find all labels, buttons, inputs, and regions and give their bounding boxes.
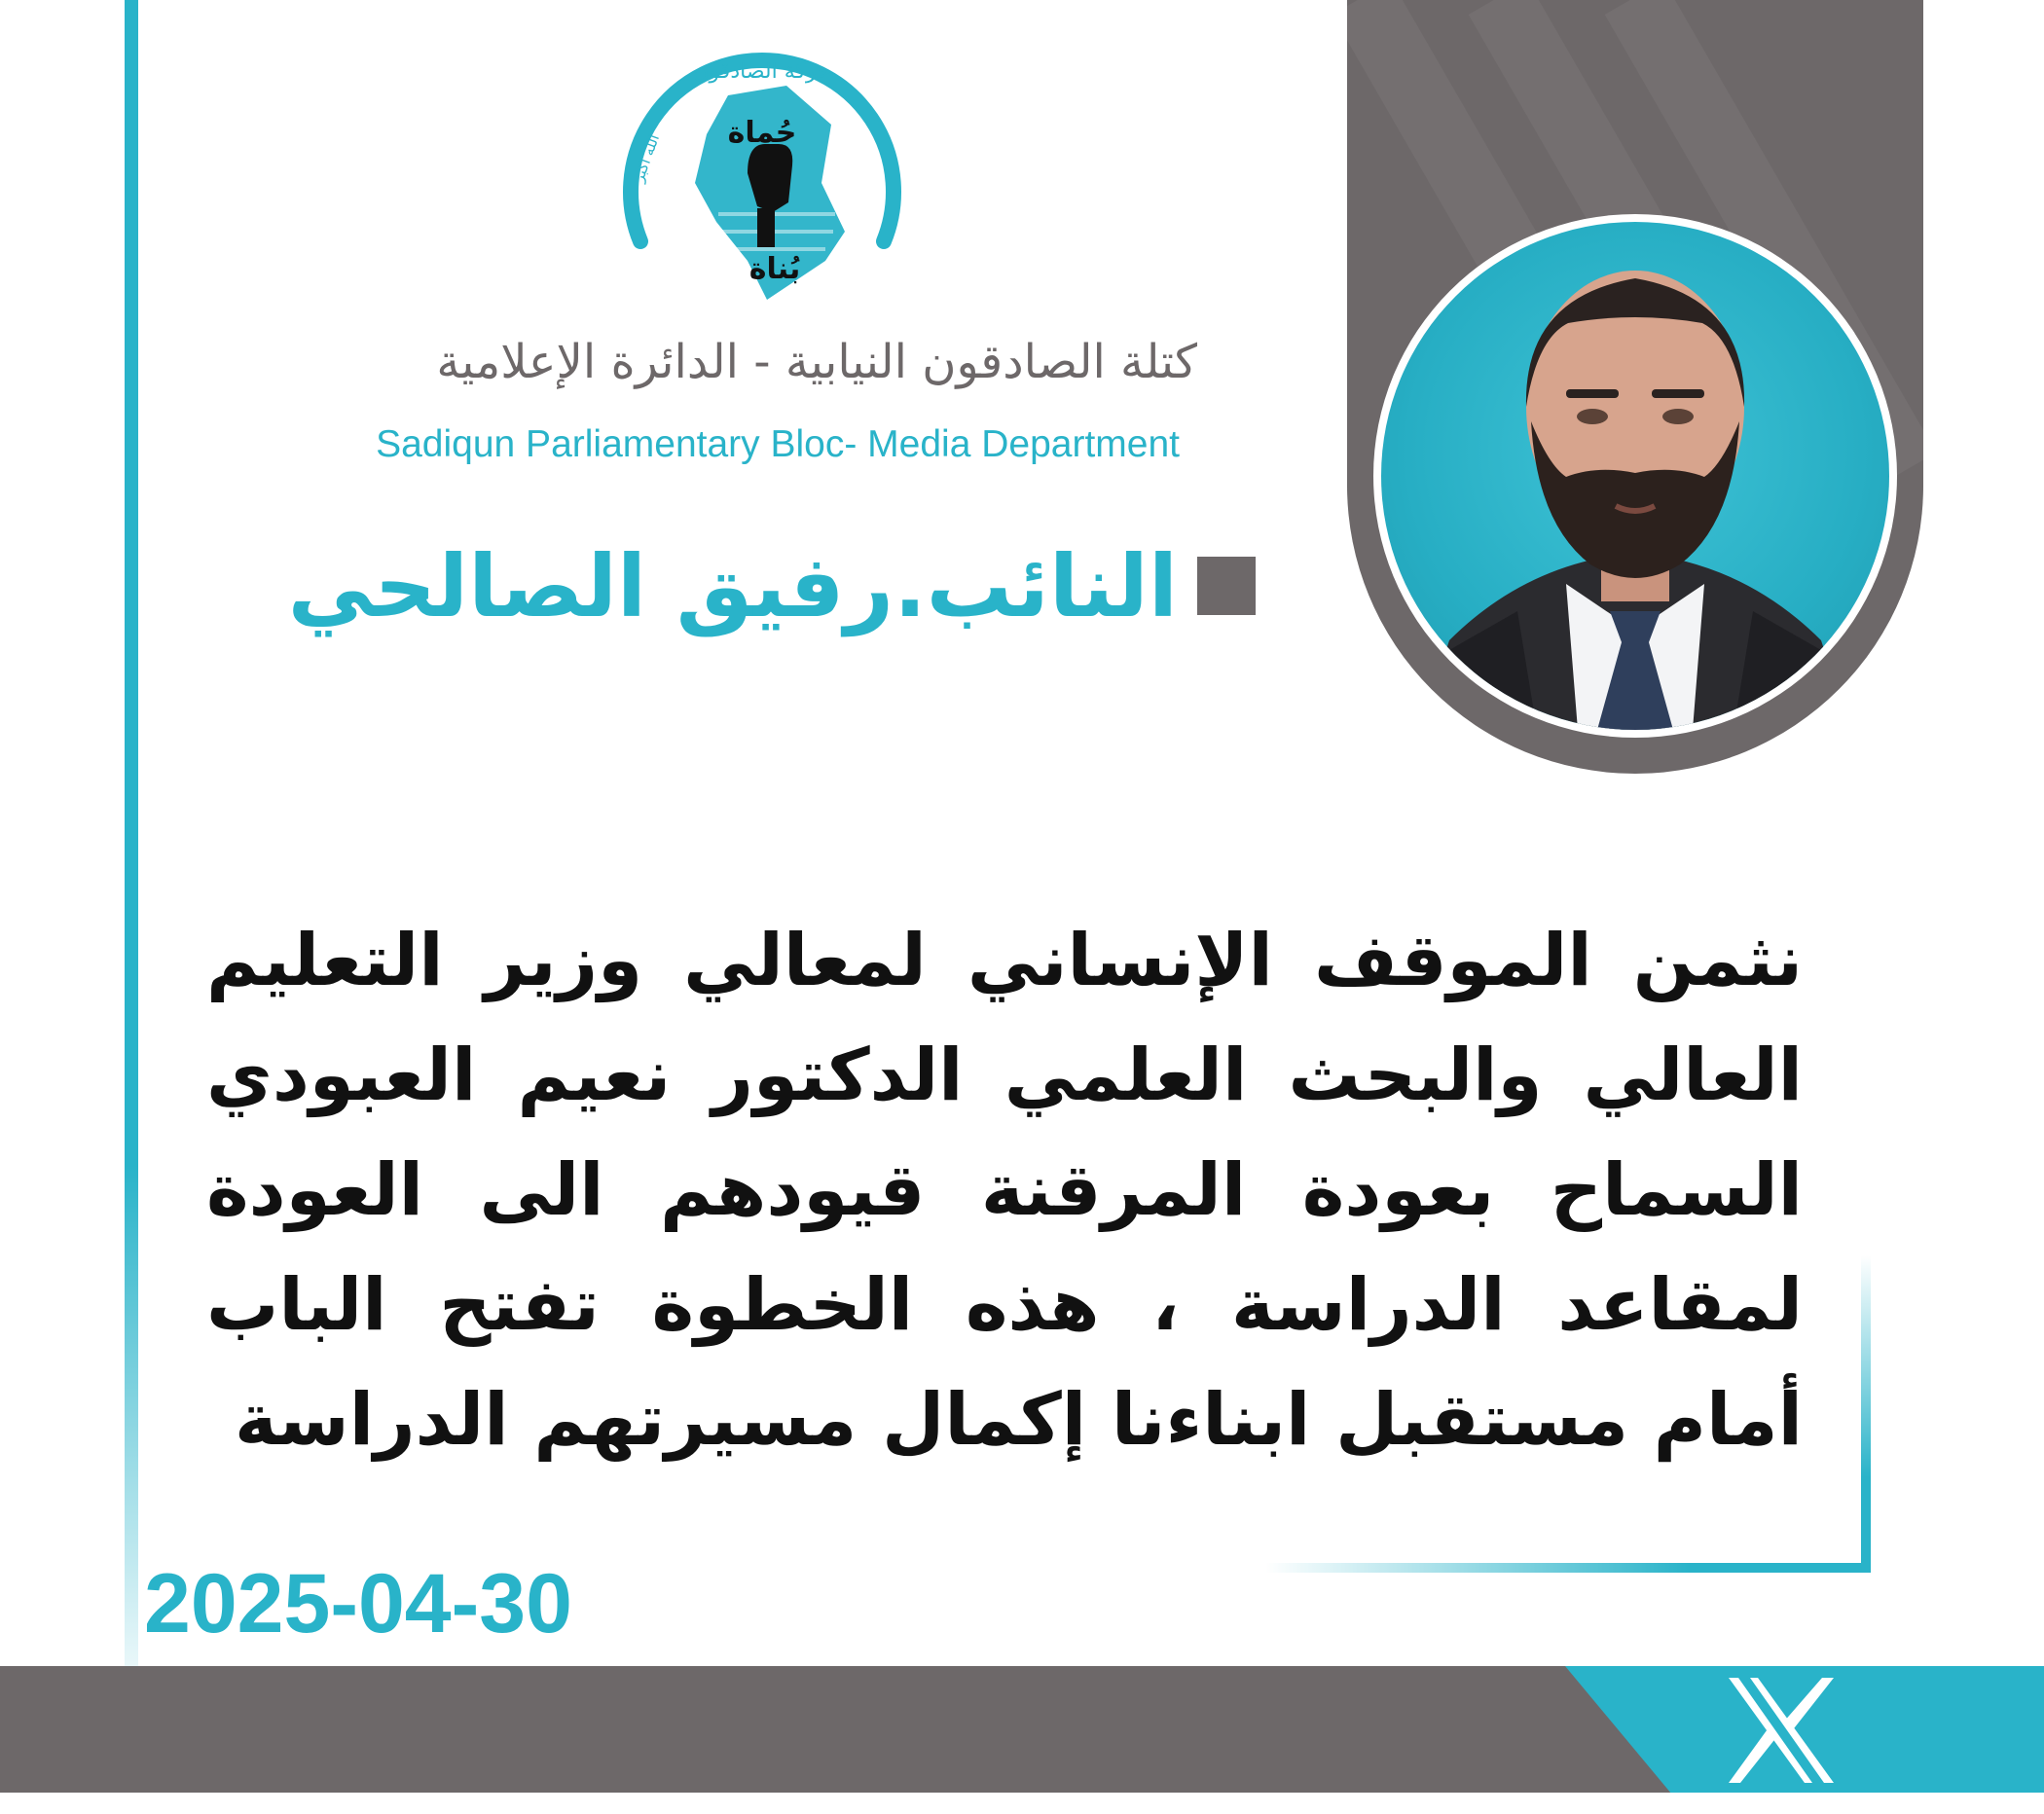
quote-frame-bottom (1265, 1563, 1871, 1573)
speaker-name: النائب.رفيق الصالحي (287, 536, 1178, 636)
sadiqun-logo (602, 18, 923, 309)
name-bullet (1197, 557, 1256, 615)
logo-bottom-word: بُناة (748, 252, 801, 286)
header-english-title: Sadiqun Parliamentary Bloc- Media Department (376, 423, 1180, 465)
header-arabic-title: كتلة الصادقون النيابية - الدائرة الإعلامية (436, 335, 1197, 389)
statement-text: نثمن الموقف الإنساني لمعالي وزير التعليم العالي والبحث العلمي الدكتور نعيم العبودي السماح بعودة المرقنة قيودهم الى العودة لمقاعد الدراسة ، هذه الخطوة تفتح الباب أمام مستقبل ابناءنا إكمال مسيرتهم الدراسة (206, 919, 1803, 1462)
statement-date: 2025-04-30 (144, 1557, 572, 1651)
logo-side-text: الله اكبر (629, 131, 664, 185)
logo-ring-text: حركة الصادقون (693, 59, 831, 84)
logo-top-word: حُماة (727, 116, 797, 150)
speaker-portrait (1381, 222, 1889, 730)
x-logo-icon[interactable] (1723, 1672, 1840, 1789)
left-accent-bar (125, 0, 138, 1666)
quote-frame-right (1861, 1255, 1871, 1573)
bottom-margin (0, 1793, 2044, 1814)
